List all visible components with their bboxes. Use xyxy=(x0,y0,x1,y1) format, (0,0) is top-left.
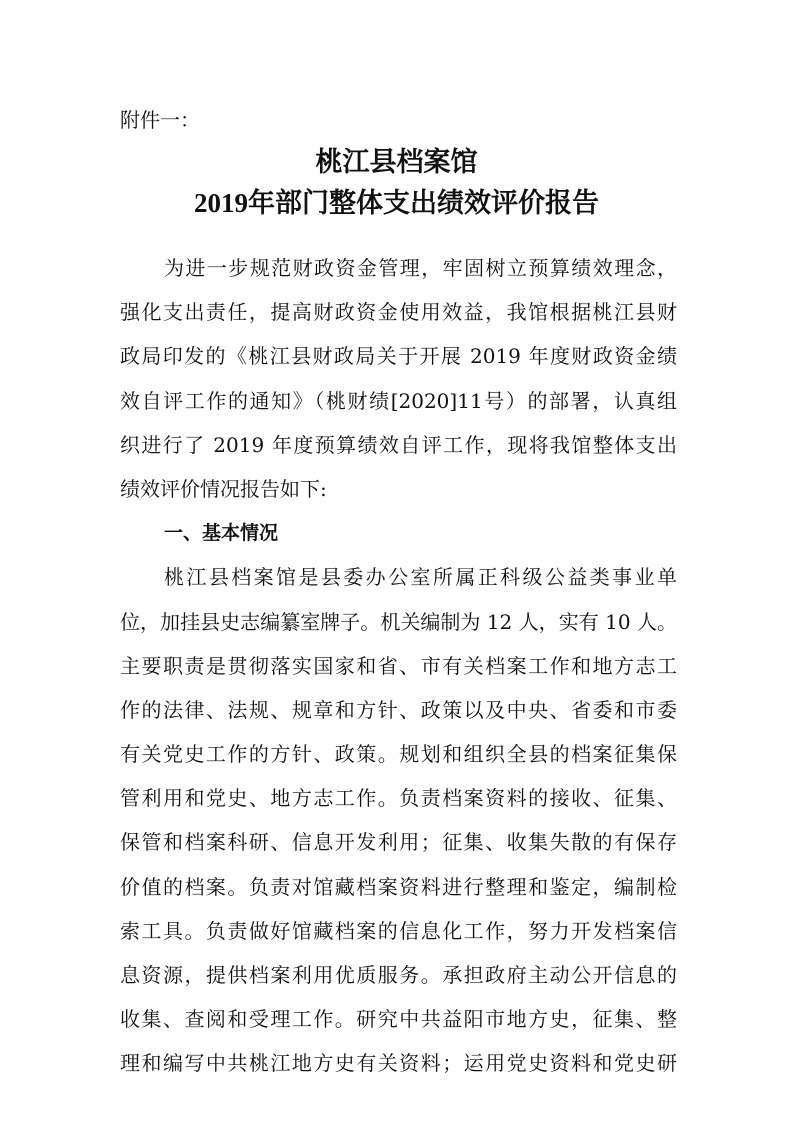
text-line: 价值的档案。负责对馆藏档案资料进行整理和鉴定，编制检 xyxy=(120,874,677,899)
text-line: 索工具。负责做好馆藏档案的信息化工作，努力开发档案信 xyxy=(120,918,677,943)
attachment-label: 附件一： xyxy=(120,108,200,132)
section1-paragraph xyxy=(120,555,677,1085)
document-body xyxy=(120,246,677,1086)
text-line: 管利用和党史、地方志工作。负责档案资料的接收、征集、 xyxy=(120,786,677,811)
text-line: 作的法律、法规、规章和方针、政策以及中央、省委和市委 xyxy=(120,697,677,722)
text-line: 绩效评价情况报告如下: xyxy=(120,476,327,501)
text-line: 强化支出责任，提高财政资金使用效益，我馆根据桃江县财 xyxy=(120,300,677,325)
text-line: 主要职责是贯彻落实国家和省、市有关档案工作和地方志工 xyxy=(120,653,677,678)
text-line: 理和编写中共桃江地方史有关资料；运用党史资料和党史研 xyxy=(120,1051,677,1076)
text-line: 为进一步规范财政资金管理，牢固树立预算绩效理念， xyxy=(164,256,677,280)
text-line: 桃江县档案馆是县委办公室所属正科级公益类事业单 xyxy=(164,565,677,590)
text-line: 收集、查阅和受理工作。研究中共益阳市地方史，征集、整 xyxy=(120,1007,677,1032)
text-line: 有关党史工作的方针、政策。规划和组织全县的档案征集保 xyxy=(120,742,677,767)
text-line: 政局印发的《桃江县财政局关于开展 2019 年度财政资金绩 xyxy=(120,344,677,369)
text-line: 位，加挂县史志编纂室牌子。机关编制为 12 人，实有 10 人。 xyxy=(120,609,677,634)
intro-paragraph xyxy=(120,246,677,511)
document-title-line1: 桃江县档案馆 xyxy=(315,147,478,177)
document-title-line2: 2019年部门整体支出绩效评价报告 xyxy=(194,188,599,218)
text-line: 保管和档案科研、信息开发利用；征集、收集失散的有保存 xyxy=(120,830,677,855)
section-heading: 一、基本情况 xyxy=(164,522,279,545)
text-line: 织进行了 2019 年度预算绩效自评工作，现将我馆整体支出 xyxy=(120,432,677,457)
text-line: 效自评工作的通知》（桃财绩[2020]11号）的部署，认真组 xyxy=(120,388,677,413)
text-line: 息资源，提供档案利用优质服务。承担政府主动公开信息的 xyxy=(120,963,677,987)
